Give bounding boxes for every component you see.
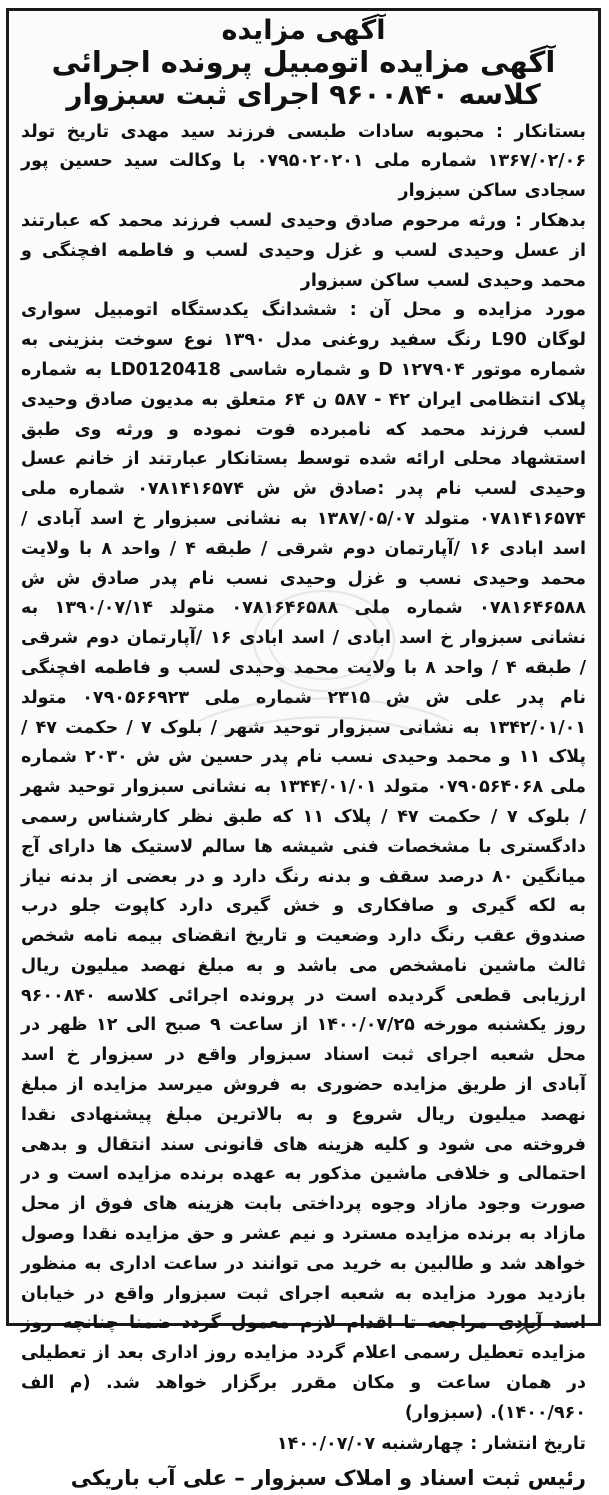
notice-subtitle: آگهی مزایده اتومبیل پرونده اجرائی (51, 45, 556, 80)
creditor-text: محبوبه سادات طبسی فرزند سید مهدی تاریخ تولد ۱۳۶۷/۰۲/۰۶ شماره ملی ۰۷۹۵۰۲۰۲۰۱ با وکالت سید حسین پور سجادی ساکن سبزوار (21, 121, 586, 202)
subject-paragraph (21, 296, 586, 1428)
signature-line: رئیس ثبت اسناد و املاک سبزوار – علی آب باریکی (70, 1465, 586, 1490)
debtor-text: ورثه مرحوم صادق وحیدی لسب فرزند محمد که عبارتند از عسل وحیدی لسب و غزل وحیدی لسب و فاطمه افچنگی و محمد وحیدی لسب ساکن سبزوار (21, 210, 586, 291)
scan-mark-icon (515, 1325, 545, 1335)
case-number-title: کلاسه ۹۶۰۰۸۴۰ اجرای ثبت سبزوار (66, 78, 541, 112)
debtor-paragraph (21, 207, 586, 296)
notice-title: آگهی مزایده (221, 15, 386, 46)
creditor-label: بستانکار : (496, 121, 587, 142)
creditor-paragraph (21, 118, 586, 207)
subject-label: مورد مزایده و محل آن : (349, 300, 587, 321)
auction-notice (6, 8, 601, 1490)
subject-text: ششدانگ یکدستگاه اتومبیل سواری لوگان L90 رنگ سفید روغنی مدل ۱۳۹۰ نوع سوخت بنزینی به شماره موتور D ۱۲۷۹۰۴ و شماره شاسی LD0120418 به شماره پلاک انتظامی ایران ۴۲ - ۵۸۷ ن ۶۴ متعلق به مدیون صادق وحیدی لسب فرزند محمد که نامبرده فوت نموده و ورثه وی طبق استشهاد محلی ارائه شده توسط بستانکار عبارتند از خانم عسل وحیدی لسب نام پدر :صادق ش ش ۰۷۸۱۴۱۶۵۷۴ شماره ملی ۰۷۸۱۴۱۶۵۷۴ متولد ۱۳۸۷/۰۵/۰۷ به نشانی سبزوار خ اسد آبادی / اسد ابادی ۱۶ /آپارتمان دوم شرقی / طبقه ۴ / واحد ۸ با ولایت محمد وحیدی نسب و غزل وحیدی نسب نام پدر صادق ش ش ۰۷۸۱۶۴۶۵۸۸ شماره ملی ۰۷۸۱۶۴۶۵۸۸ متولد ۱۳۹۰/۰۷/۱۴ به نشانی سبزوار خ اسد ابادی / اسد ابادی ۱۶ /آپارتمان دوم شرقی / طبقه ۴ / واحد ۸ با ولایت محمد وحیدی لسب و فاطمه افچنگی نام پدر علی ش ش ۲۳۱۵ شماره ملی ۰۷۹۰۵۶۶۹۲۳ متولد ۱۳۴۲/۰۱/۰۱ به نشانی سبزوار توحید شهر / بلوک ۷ / حکمت ۴۷ / پلاک ۱۱ و محمد وحیدی نسب نام پدر حسین ش ش ۲۰۳۰ شماره ملی ۰۷۹۰۵۶۴۰۶۸ متولد ۱۳۴۴/۰۱/۰۱ به نشانی سبزوار توحید شهر / بلوک ۷ / حکمت ۴۷ / پلاک ۱۱ که طبق نظر کارشناس رسمی دادگستری با مشخصات فنی شیشه ها سالم لاستیک ها دارای آج میانگین ۸۰ درصد سقف و بدنه رنگ دارد و در بعضی از بدنه نیاز به لکه گیری و صافکاری و خش گیری دارد کاپوت جلو درب صندوق عقب رنگ دارد وضعیت و تاریخ انقضای بیمه نامه شخص ثالث ماشین نامشخص می باشد و به مبلغ نهصد میلیون ریال ارزیابی قطعی گردیده است در پرونده اجرائی کلاسه ۹۶۰۰۸۴۰ روز یکشنبه مورخه ۱۴۰۰/۰۷/۲۵ از ساعت ۹ صبح الی ۱۲ ظهر در محل شعبه اجرای ثبت اسناد سبزوار واقع در سبزوار خ اسد آبادی از طریق مزایده حضوری به فروش میرسد مزایده از مبلغ نهصد میلیون ریال شروع و به بالاترین مبلغ پیشنهادی نقدا فروخته می شود و کلیه هزینه های قانونی سند انتقال و بدهی احتمالی و خلافی ماشین مذکور به عهده برنده مزایده است و در صورت وجود مازاد وجوه پرداختی بابت هزینه های فوق از محل مازاد به برنده مزایده مسترد و نیم عشر و حق مزایده نقدا وصول خواهد شد و طالبین به خرید می توانند در ساعت اداری به منظور بازدید مورد مزایده به شعبه اجرای ثبت سبزوار واقع در خیابان اسد آبادی مراجعه تا اقدام لازم معمول گردد ضمنا چنانچه روز مزایده تعطیل رسمی اعلام گردد مزایده روز اداری بعد از تعطیلی در همان ساعت و مکان مقرر برگزار خواهد شد. (م الف ۱۴۰۰/۹۶۰). (سبزوار) (21, 300, 587, 1423)
publish-date: تاریخ انتشار : چهارشنبه ۱۴۰۰/۰۷/۰۷ (276, 1433, 586, 1454)
debtor-label: بدهکار : (515, 210, 587, 231)
